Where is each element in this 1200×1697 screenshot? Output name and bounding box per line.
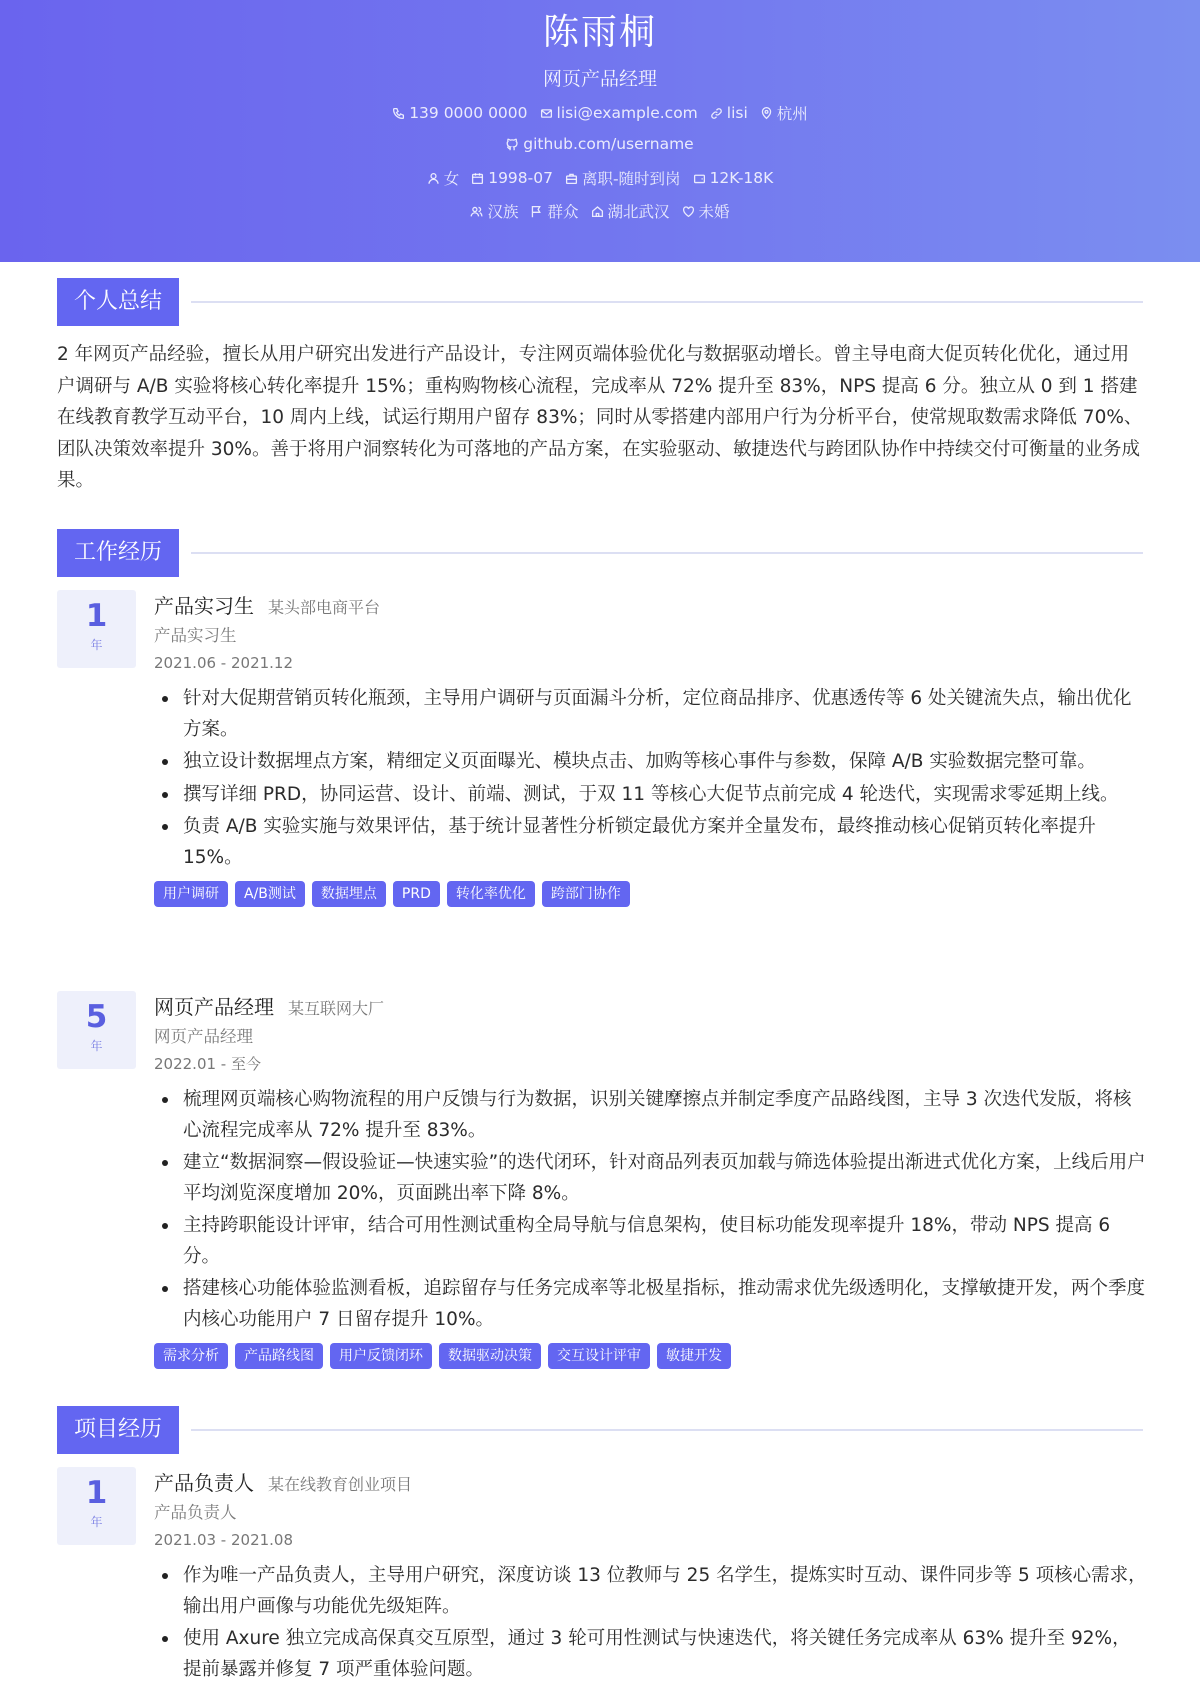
github-item[interactable] — [506, 135, 693, 153]
skill-tag: A/B测试 — [235, 881, 305, 907]
candidate-name: 陈雨桐 — [542, 12, 657, 53]
basic-info-row — [0, 167, 1200, 189]
flag-icon — [530, 205, 543, 218]
users-icon — [470, 205, 483, 218]
salary-text: 12K-18K — [709, 169, 774, 187]
entry-body — [154, 991, 1147, 1369]
link-icon — [710, 107, 723, 120]
skill-tag: 交互设计评审 — [548, 1343, 650, 1369]
duration-badge — [57, 1467, 136, 1545]
entry-org: 某互联网大厂 — [288, 999, 385, 1018]
job-title: 网页产品经理 — [542, 68, 657, 90]
skill-tag: 数据驱动决策 — [439, 1343, 541, 1369]
entry-bullets — [154, 1561, 1147, 1685]
skill-tag: 用户反馈闭环 — [330, 1343, 432, 1369]
list-item: 主持跨职能设计评审，结合可用性测试重构全局导航与信息架构，使目标功能发现率提升 18%，带动 NPS 提高 6 分。 — [154, 1211, 1147, 1272]
list-item: 针对大促期营销页转化瓶颈，主导用户调研与页面漏斗分析，定位商品排序、优惠透传等 6 处关键流失点，输出优化方案。 — [154, 684, 1147, 745]
email-text: lisi@example.com — [556, 104, 698, 122]
entry-role: 产品实习生 — [154, 626, 237, 645]
list-item: 作为唯一产品负责人，主导用户研究，深度访谈 13 位教师与 25 名学生，提炼实时互动、课件同步等 5 项核心需求，输出用户画像与功能优先级矩阵。 — [154, 1561, 1147, 1622]
summary-section-header — [57, 278, 1143, 326]
entry-bullets — [154, 684, 1147, 873]
github-icon — [506, 138, 519, 151]
duration-number: 5 — [85, 999, 108, 1035]
work-section-header — [57, 529, 1143, 577]
email-item[interactable] — [540, 102, 698, 124]
list-item: 撰写详细 PRD，协同运营、设计、前端、测试，于双 11 等核心大促节点前完成 4 轮迭代，实现需求零延期上线。 — [154, 780, 1147, 811]
summary-text: 2 年网页产品经验，擅长从用户研究出发进行产品设计，专注网页端体验优化与数据驱动增长。曾主导电商大促页转化优化，通过用户调研与 A/B 实验将核心转化率提升 15%；重构购物核心流程，完成率从 72% 提升至 83%，NPS 提高 6 分。独立从 0 到 1 搭建在线教育教学互动平台，10 周内上线，试运行期用户留存 83%；同时从零搭建内部用户行为分析平台，使常规取数需求降低 70%、团队决策效率提升 30%。善于将用户洞察转化为可落地的产品方案，在实验驱动、敏捷迭代与跨团队协作中持续交付可衡量的业务成果。 — [57, 344, 1143, 491]
section-divider — [191, 301, 1143, 303]
city-text: 杭州 — [776, 105, 808, 123]
entry-bullets — [154, 1085, 1147, 1335]
duration-badge — [57, 590, 136, 668]
skill-tags — [154, 1343, 1147, 1369]
duration-unit: 年 — [90, 638, 103, 652]
entry-org: 某头部电商平台 — [268, 598, 381, 617]
duration-number: 1 — [85, 598, 108, 634]
hometown-item — [591, 200, 670, 222]
skill-tag: 敏捷开发 — [657, 1343, 731, 1369]
section-divider — [191, 1429, 1143, 1431]
entry-title: 产品负责人 — [154, 1471, 254, 1495]
list-item: 搭建核心功能体验监测看板，追踪留存与任务完成率等北极星指标，推动需求优先级透明化，支撑敏捷开发，两个季度内核心功能用户 7 日留存提升 10%。 — [154, 1274, 1147, 1335]
marital-text: 未婚 — [698, 203, 730, 221]
project-section-header — [57, 1406, 1143, 1454]
status-item — [565, 167, 681, 189]
politics-item — [530, 200, 578, 222]
entry-title-line — [154, 590, 1147, 620]
skill-tag: 数据埋点 — [312, 881, 386, 907]
entry-body — [154, 1467, 1147, 1687]
calendar-icon — [471, 172, 484, 185]
heart-icon — [682, 205, 695, 218]
status-text: 离职-随时到岗 — [581, 170, 681, 188]
github-text: github.com/username — [523, 135, 694, 153]
user-icon — [427, 172, 440, 185]
phone-item[interactable] — [392, 102, 527, 124]
project-section-title: 项目经历 — [57, 1406, 179, 1454]
entry-role: 网页产品经理 — [154, 1027, 253, 1046]
entry-title: 产品实习生 — [154, 594, 254, 618]
entry-role: 产品负责人 — [154, 1503, 237, 1522]
mail-icon — [540, 107, 553, 120]
entry-org: 某在线教育创业项目 — [268, 1475, 413, 1494]
wechat-text: lisi — [726, 104, 748, 122]
phone-icon — [392, 107, 405, 120]
ethnicity-item — [470, 200, 518, 222]
salary-item — [693, 167, 774, 189]
skill-tag: 用户调研 — [154, 881, 228, 907]
entry-title-line — [154, 1467, 1147, 1497]
city-item — [760, 102, 808, 124]
list-item: 梳理网页端核心购物流程的用户反馈与行为数据，识别关键摩擦点并制定季度产品路线图，主导 3 次迭代发版，将核心流程完成率从 72% 提升至 83%。 — [154, 1085, 1147, 1146]
duration-badge — [57, 991, 136, 1069]
summary-section-title: 个人总结 — [57, 278, 179, 326]
duration-unit: 年 — [90, 1039, 103, 1053]
entry-date: 2021.06 - 2021.12 — [154, 654, 294, 672]
birth-text: 1998-07 — [488, 169, 553, 187]
contact-row — [0, 102, 1200, 124]
hometown-text: 湖北武汉 — [607, 203, 670, 221]
skill-tag: 产品路线图 — [235, 1343, 323, 1369]
phone-text: 139 0000 0000 — [409, 104, 528, 122]
github-row — [0, 135, 1200, 153]
list-item: 独立设计数据埋点方案，精细定义页面曝光、模块点击、加购等核心事件与参数，保障 A/B 实验数据完整可靠。 — [154, 747, 1147, 778]
section-divider — [191, 552, 1143, 554]
skill-tag: 跨部门协作 — [542, 881, 630, 907]
entry-title-line — [154, 991, 1147, 1021]
ethnicity-text: 汉族 — [487, 203, 519, 221]
gender-text: 女 — [443, 170, 460, 188]
duration-unit: 年 — [90, 1515, 103, 1529]
birth-item — [471, 167, 553, 189]
duration-number: 1 — [85, 1475, 108, 1511]
politics-text: 群众 — [547, 203, 579, 221]
list-item: 建立“数据洞察—假设验证—快速实验”的迭代闭环，针对商品列表页加载与筛选体验提出渐进式优化方案，上线后用户平均浏览深度增加 20%，页面跳出率下降 8%。 — [154, 1148, 1147, 1209]
briefcase-icon — [565, 172, 578, 185]
personal-info-row — [0, 200, 1200, 222]
resume-header — [0, 0, 1200, 262]
entry-body — [154, 590, 1147, 907]
work-section-title: 工作经历 — [57, 529, 179, 577]
skill-tag: 需求分析 — [154, 1343, 228, 1369]
wechat-item[interactable] — [710, 102, 748, 124]
gender-item — [427, 167, 460, 189]
list-item: 使用 Axure 独立完成高保真交互原型，通过 3 轮可用性测试与快速迭代，将关键任务完成率从 63% 提升至 92%，提前暴露并修复 7 项严重体验问题。 — [154, 1624, 1147, 1685]
list-item: 负责 A/B 实验实施与效果评估，基于统计显著性分析锁定最优方案并全量发布，最终推动核心促销页转化率提升 15%。 — [154, 812, 1147, 873]
location-icon — [760, 107, 773, 120]
home-icon — [591, 205, 604, 218]
entry-date: 2021.03 - 2021.08 — [154, 1531, 294, 1549]
entry-title: 网页产品经理 — [154, 995, 274, 1019]
skill-tag: PRD — [393, 881, 440, 907]
skill-tags — [154, 881, 1147, 907]
entry-date: 2022.01 - 至今 — [154, 1055, 261, 1073]
wallet-icon — [693, 172, 706, 185]
marital-item — [682, 200, 730, 222]
skill-tag: 转化率优化 — [447, 881, 535, 907]
